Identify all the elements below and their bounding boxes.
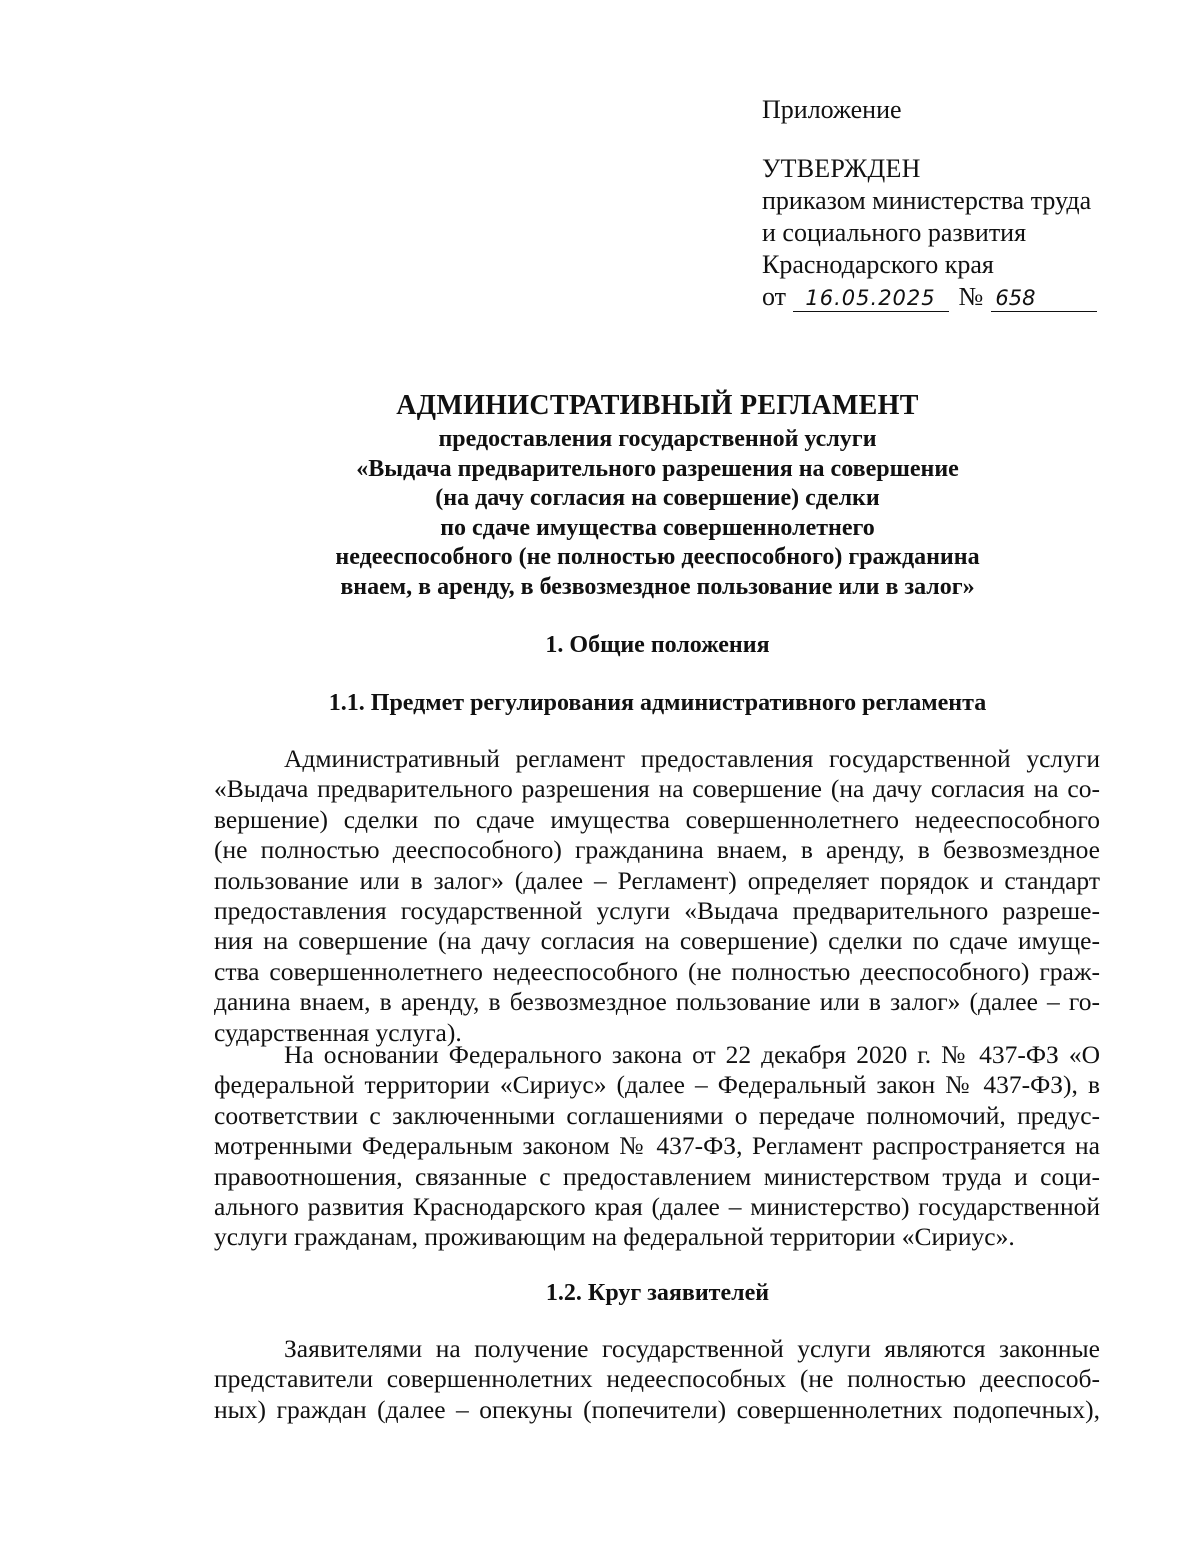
title-line-5: недееспособного (не полностью дееспособного) гражданина xyxy=(335,544,980,570)
paragraph-line: представители совершеннолетних недееспособных (не полностью дееспособ- xyxy=(214,1364,1100,1394)
paragraph-line: ных) граждан (далее – опекуны (попечители) совершеннолетних подопечных), xyxy=(214,1394,1100,1424)
paragraph-sirius-territory xyxy=(214,1040,1100,1253)
approved-by-line-3: Краснодарского края xyxy=(762,250,994,279)
number-label: № xyxy=(958,282,984,311)
title-line-1: предоставления государственной услуги xyxy=(438,426,877,452)
title-main: АДМИНИСТРАТИВНЫЙ РЕГЛАМЕНТ xyxy=(396,390,919,421)
section-heading-subject: 1.1. Предмет регулирования административного регламента xyxy=(328,690,987,716)
paragraph-line: вершение) сделки по сдаче имущества совершеннолетнего недееспособного xyxy=(214,804,1100,834)
paragraph-line: Административный регламент предоставления государственной услуги xyxy=(284,744,1100,773)
paragraph-line: (не полностью дееспособного) гражданина внаем, в аренду, в безвозмездное xyxy=(214,835,1100,865)
appendix-label: Приложение xyxy=(762,95,902,124)
approved-by-line-2: и социального развития xyxy=(762,218,1027,247)
paragraph-line: На основании Федерального закона от 22 декабря 2020 г. № 437-ФЗ «О xyxy=(284,1040,1100,1069)
paragraph-line: предоставления государственной услуги «Выдача предварительного разреше- xyxy=(214,896,1100,926)
title-line-2: «Выдача предварительного разрешения на совершение xyxy=(356,455,959,482)
paragraph-applicants xyxy=(214,1334,1100,1425)
from-label: от xyxy=(762,282,787,311)
handwritten-order-number: 658 xyxy=(991,285,1097,312)
title-line-4: по сдаче имущества совершеннолетнего xyxy=(440,514,875,541)
approved-by-line-1: приказом министерства труда xyxy=(762,186,1092,215)
paragraph-line: пользование или в залог» (далее – Регламент) определяет порядок и стандарт xyxy=(214,865,1100,895)
section-heading-applicants: 1.2. Круг заявителей xyxy=(545,1280,770,1306)
paragraph-line: данина внаем, в аренду, в безвозмездное пользование или в залог» (далее – го- xyxy=(214,987,1100,1017)
document-title xyxy=(100,390,1200,602)
paragraph-line: правоотношения, связанные с предоставлением министерством труда и соци- xyxy=(214,1161,1100,1191)
title-line-3: (на дачу согласия на совершение) сделки xyxy=(435,485,880,511)
paragraph-line: сударственная услуга). xyxy=(214,1017,462,1047)
paragraph-line: мотренными Федеральным законом № 437-ФЗ, Регламент распространяется на xyxy=(214,1131,1100,1161)
paragraph-line: ства совершеннолетнего недееспособного (не полностью дееспособного) граж- xyxy=(214,956,1100,986)
handwritten-date: 16.05.2025 xyxy=(793,285,949,312)
order-date-number-line xyxy=(762,281,1122,313)
paragraph-line: услуги гражданам, проживающим на федеральной территории «Сириус». xyxy=(214,1222,1015,1252)
approved-label: УТВЕРЖДЕН xyxy=(762,154,921,183)
paragraph-line: «Выдача предварительного разрешения на совершение (на дачу согласия на со- xyxy=(214,774,1100,804)
section-heading-general: 1. Общие положения xyxy=(545,632,770,658)
paragraph-line: ния на совершение (на дачу согласия на совершение) сделки по сдаче имуще- xyxy=(214,926,1100,956)
paragraph-line: соответствии с заключенными соглашениями о передаче полномочий, предус- xyxy=(214,1100,1100,1130)
paragraph-line: федеральной территории «Сириус» (далее – Федеральный закон № 437-ФЗ), в xyxy=(214,1070,1100,1100)
title-line-6: внаем, в аренду, в безвозмездное пользование или в залог» xyxy=(340,573,975,600)
paragraph-regulation-scope xyxy=(214,744,1100,1048)
approval-block xyxy=(762,94,1122,313)
paragraph-line: Заявителями на получение государственной услуги являются законные xyxy=(284,1334,1100,1363)
paragraph-line: ального развития Краснодарского края (далее – министерство) государственной xyxy=(214,1192,1100,1222)
